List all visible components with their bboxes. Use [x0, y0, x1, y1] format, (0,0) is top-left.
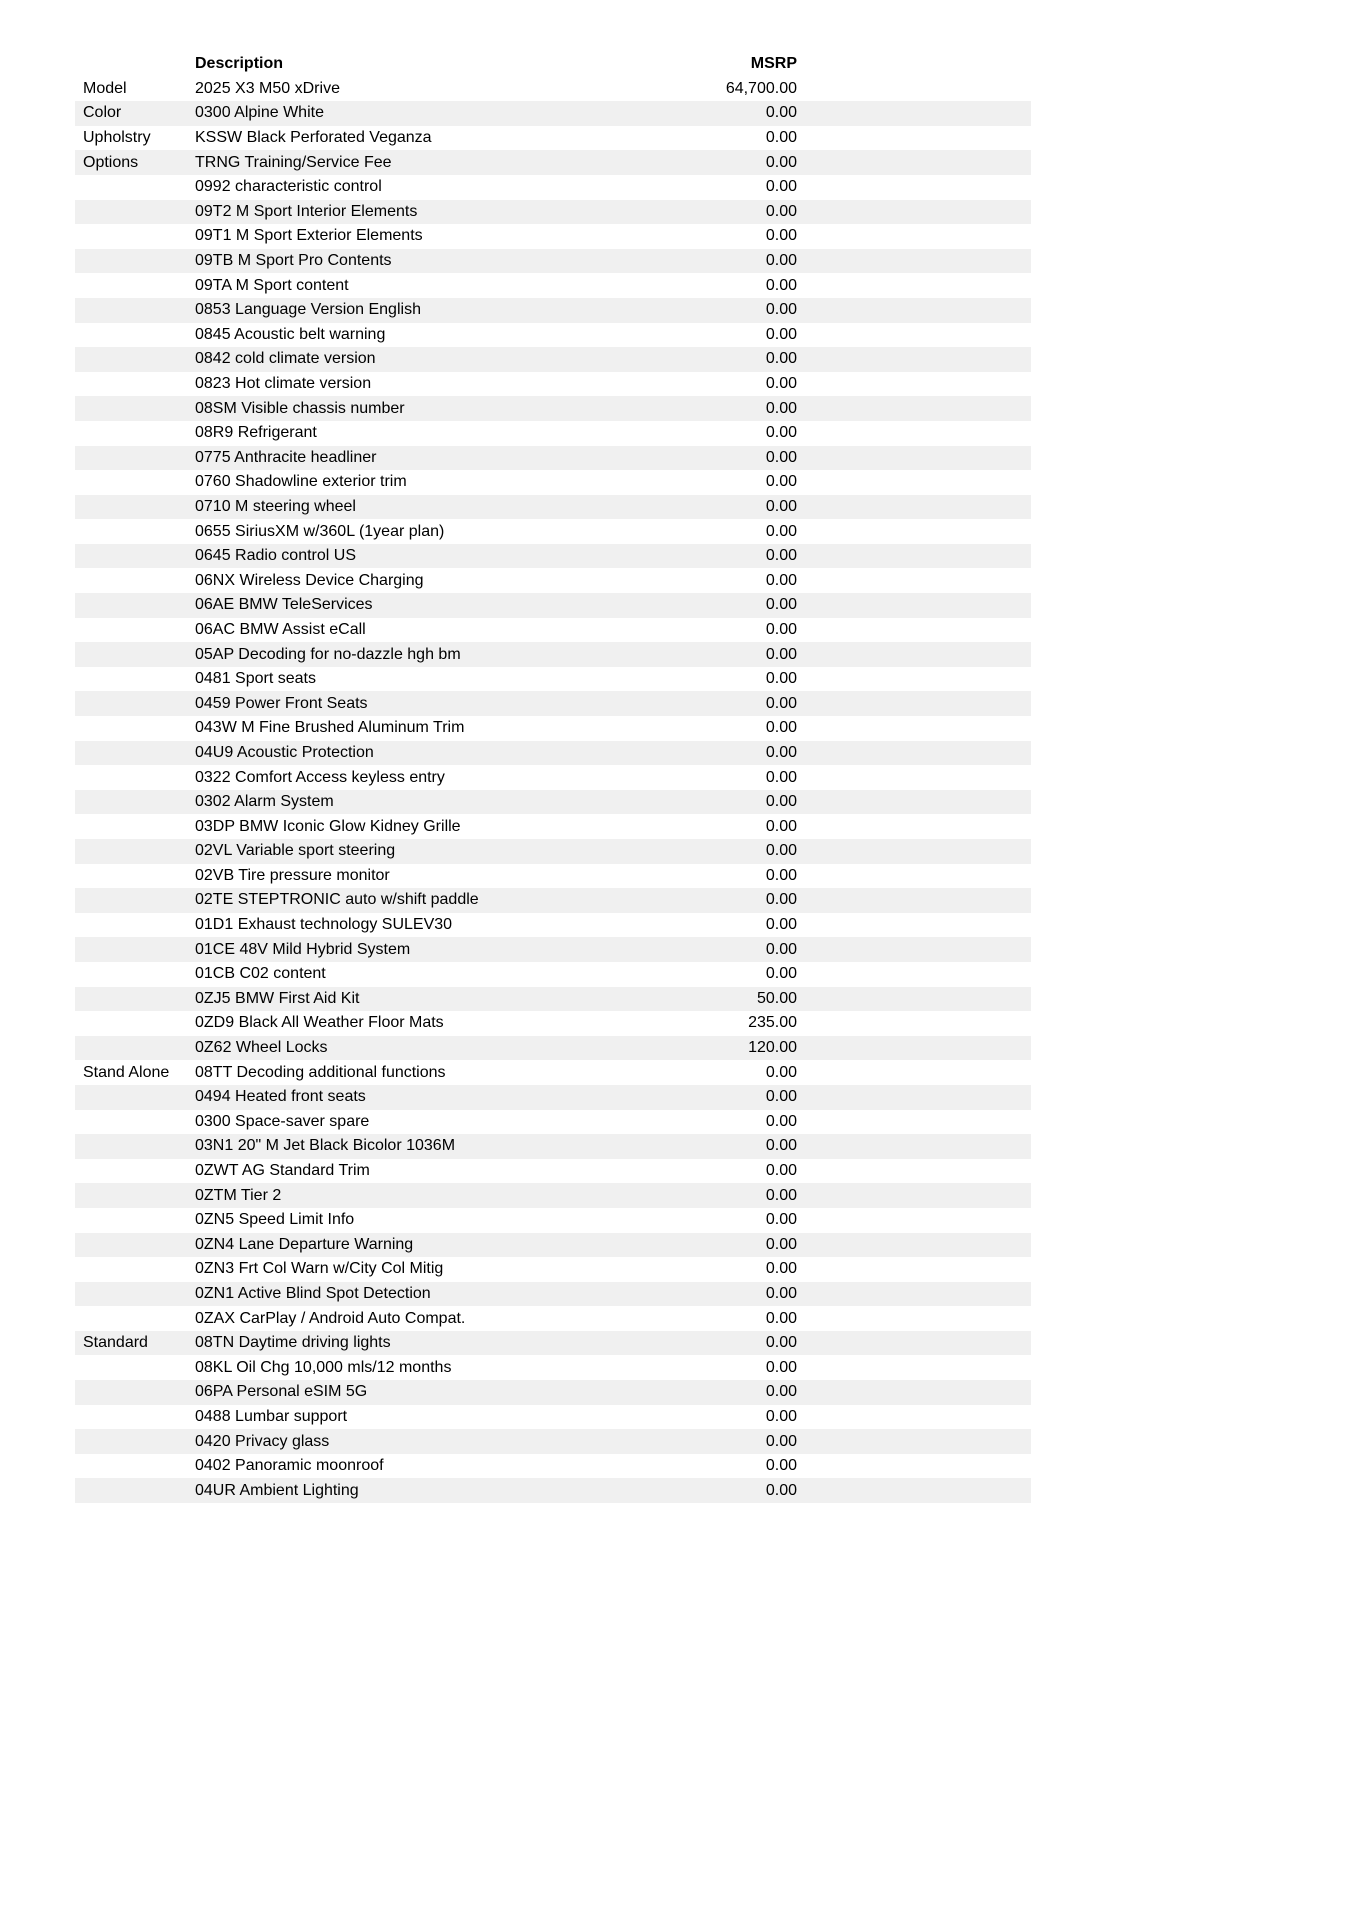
description-cell: 08TT Decoding additional functions [195, 1063, 446, 1081]
table-row [75, 1110, 1031, 1135]
msrp-cell: 0.00 [765, 448, 797, 466]
msrp-cell: 0.00 [765, 1383, 797, 1401]
table-row [75, 864, 1031, 889]
pricing-table [75, 52, 1031, 1503]
description-cell: 0Z62 Wheel Locks [195, 1039, 328, 1057]
msrp-cell: 0.00 [765, 252, 797, 270]
table-row [75, 150, 1031, 175]
table-row [75, 1380, 1031, 1405]
table-row [75, 962, 1031, 987]
table-row [75, 593, 1031, 618]
category-cell: Options [83, 153, 139, 171]
table-row [75, 200, 1031, 225]
description-cell: 0ZN1 Active Blind Spot Detection [195, 1284, 431, 1302]
description-cell: 0302 Alarm System [195, 793, 334, 811]
table-row [75, 224, 1031, 249]
table-row [75, 273, 1031, 298]
msrp-cell: 0.00 [765, 473, 797, 491]
msrp-cell: 0.00 [765, 350, 797, 368]
table-row [75, 790, 1031, 815]
table-row [75, 519, 1031, 544]
msrp-cell: 0.00 [765, 620, 797, 638]
description-cell: 09TA M Sport content [195, 276, 349, 294]
msrp-cell: 0.00 [765, 1358, 797, 1376]
description-cell: 0300 Space-saver spare [195, 1112, 370, 1130]
table-row [75, 1233, 1031, 1258]
description-cell: 0ZN3 Frt Col Warn w/City Col Mitig [195, 1260, 444, 1278]
description-cell: 043W M Fine Brushed Aluminum Trim [195, 719, 465, 737]
table-row [75, 741, 1031, 766]
msrp-cell: 50.00 [756, 989, 797, 1007]
description-cell: 0ZN4 Lane Departure Warning [195, 1235, 414, 1253]
table-row [75, 568, 1031, 593]
msrp-cell: 0.00 [765, 866, 797, 884]
category-cell: Color [83, 104, 122, 122]
description-cell: 0459 Power Front Seats [195, 694, 368, 712]
description-cell: 04UR Ambient Lighting [195, 1481, 359, 1499]
msrp-cell: 120.00 [748, 1039, 797, 1057]
table-row [75, 1454, 1031, 1479]
table-row [75, 1478, 1031, 1503]
msrp-cell: 0.00 [765, 1334, 797, 1352]
msrp-cell: 0.00 [765, 301, 797, 319]
table-row [75, 101, 1031, 126]
msrp-cell: 0.00 [765, 1284, 797, 1302]
msrp-cell: 0.00 [765, 375, 797, 393]
description-cell: 0ZWT AG Standard Trim [195, 1162, 370, 1180]
category-cell: Upholstry [83, 129, 151, 147]
table-row [75, 126, 1031, 151]
table-row [75, 618, 1031, 643]
table-row [75, 1085, 1031, 1110]
table-row [75, 1429, 1031, 1454]
description-cell: 0645 Radio control US [195, 547, 356, 565]
description-cell: 0ZN5 Speed Limit Info [195, 1211, 355, 1229]
msrp-cell: 0.00 [765, 596, 797, 614]
category-cell: Stand Alone [83, 1063, 170, 1081]
table-row [75, 913, 1031, 938]
table-row [75, 421, 1031, 446]
msrp-cell: 0.00 [765, 1211, 797, 1229]
description-cell: 06NX Wireless Device Charging [195, 571, 424, 589]
description-cell: 08KL Oil Chg 10,000 mls/12 months [195, 1358, 452, 1376]
table-row [75, 249, 1031, 274]
msrp-cell: 0.00 [765, 1162, 797, 1180]
msrp-cell: 0.00 [765, 1481, 797, 1499]
msrp-cell: 0.00 [765, 891, 797, 909]
msrp-cell: 0.00 [765, 719, 797, 737]
description-cell: 03N1 20" M Jet Black Bicolor 1036M [195, 1137, 456, 1155]
msrp-cell: 0.00 [765, 768, 797, 786]
msrp-cell: 0.00 [765, 104, 797, 122]
description-cell: 0760 Shadowline exterior trim [195, 473, 407, 491]
description-cell: 0845 Acoustic belt warning [195, 325, 386, 343]
table-row [75, 888, 1031, 913]
description-cell: 0420 Privacy glass [195, 1432, 330, 1450]
description-cell: 0481 Sport seats [195, 670, 316, 688]
description-cell: 0322 Comfort Access keyless entry [195, 768, 445, 786]
msrp-cell: 0.00 [765, 202, 797, 220]
table-header-row [75, 52, 1031, 77]
description-cell: 0300 Alpine White [195, 104, 324, 122]
description-cell: 0853 Language Version English [195, 301, 421, 319]
table-row [75, 1134, 1031, 1159]
description-cell: 06AE BMW TeleServices [195, 596, 373, 614]
table-row [75, 1060, 1031, 1085]
msrp-cell: 0.00 [765, 743, 797, 761]
msrp-cell: 0.00 [765, 178, 797, 196]
table-row [75, 1282, 1031, 1307]
category-cell: Standard [83, 1334, 148, 1352]
description-cell: 08TN Daytime driving lights [195, 1334, 391, 1352]
table-row [75, 77, 1031, 102]
table-row [75, 396, 1031, 421]
msrp-cell: 0.00 [765, 153, 797, 171]
category-cell: Model [83, 79, 127, 97]
description-cell: 0ZJ5 BMW First Aid Kit [195, 989, 360, 1007]
table-row [75, 814, 1031, 839]
table-row [75, 1208, 1031, 1233]
description-cell: 02VB Tire pressure monitor [195, 866, 390, 884]
msrp-cell: 0.00 [765, 965, 797, 983]
msrp-cell: 0.00 [765, 1137, 797, 1155]
msrp-cell: 0.00 [765, 424, 797, 442]
table-row [75, 691, 1031, 716]
table-row [75, 1257, 1031, 1282]
description-cell: 08SM Visible chassis number [195, 399, 405, 417]
msrp-cell: 0.00 [765, 276, 797, 294]
msrp-cell: 0.00 [765, 325, 797, 343]
table-row [75, 1405, 1031, 1430]
description-cell: 0ZTM Tier 2 [195, 1186, 282, 1204]
table-row [75, 937, 1031, 962]
description-cell: 02VL Variable sport steering [195, 842, 396, 860]
msrp-cell: 0.00 [765, 522, 797, 540]
table-row [75, 470, 1031, 495]
msrp-cell: 0.00 [765, 940, 797, 958]
msrp-cell: 64,700.00 [725, 79, 797, 97]
table-row [75, 1331, 1031, 1356]
description-cell: 0ZAX CarPlay / Android Auto Compat. [195, 1309, 466, 1327]
description-cell: 01CE 48V Mild Hybrid System [195, 940, 411, 958]
msrp-cell: 0.00 [765, 1112, 797, 1130]
description-cell: 0488 Lumbar support [195, 1407, 348, 1425]
description-cell: 2025 X3 M50 xDrive [195, 79, 340, 97]
description-cell: 09T2 M Sport Interior Elements [195, 202, 418, 220]
msrp-cell: 0.00 [765, 670, 797, 688]
table-row [75, 1011, 1031, 1036]
msrp-cell: 0.00 [765, 1457, 797, 1475]
description-cell: TRNG Training/Service Fee [195, 153, 392, 171]
description-header: Description [195, 55, 284, 73]
msrp-cell: 0.00 [765, 1088, 797, 1106]
msrp-cell: 0.00 [765, 1432, 797, 1450]
description-cell: KSSW Black Perforated Veganza [195, 129, 432, 147]
description-cell: 0842 cold climate version [195, 350, 376, 368]
msrp-cell: 0.00 [765, 1186, 797, 1204]
table-row [75, 175, 1031, 200]
table-row [75, 667, 1031, 692]
table-row [75, 446, 1031, 471]
description-cell: 0823 Hot climate version [195, 375, 372, 393]
table-row [75, 1183, 1031, 1208]
description-cell: 03DP BMW Iconic Glow Kidney Grille [195, 817, 461, 835]
msrp-cell: 0.00 [765, 399, 797, 417]
msrp-cell: 0.00 [765, 645, 797, 663]
msrp-cell: 0.00 [765, 547, 797, 565]
table-row [75, 323, 1031, 348]
msrp-cell: 0.00 [765, 1407, 797, 1425]
table-row [75, 544, 1031, 569]
description-cell: 06PA Personal eSIM 5G [195, 1383, 368, 1401]
description-cell: 04U9 Acoustic Protection [195, 743, 374, 761]
description-cell: 0402 Panoramic moonroof [195, 1457, 384, 1475]
msrp-header: MSRP [750, 55, 797, 73]
description-cell: 05AP Decoding for no-dazzle hgh bm [195, 645, 461, 663]
msrp-cell: 0.00 [765, 793, 797, 811]
description-cell: 09T1 M Sport Exterior Elements [195, 227, 423, 245]
description-cell: 09TB M Sport Pro Contents [195, 252, 392, 270]
table-row [75, 298, 1031, 323]
msrp-cell: 0.00 [765, 1260, 797, 1278]
table-row [75, 642, 1031, 667]
description-cell: 08R9 Refrigerant [195, 424, 317, 442]
description-cell: 02TE STEPTRONIC auto w/shift paddle [195, 891, 479, 909]
msrp-cell: 0.00 [765, 1235, 797, 1253]
msrp-cell: 0.00 [765, 1063, 797, 1081]
msrp-cell: 0.00 [765, 916, 797, 934]
msrp-cell: 0.00 [765, 497, 797, 515]
table-row [75, 987, 1031, 1012]
description-cell: 0710 M steering wheel [195, 497, 356, 515]
table-row [75, 372, 1031, 397]
description-cell: 0992 characteristic control [195, 178, 382, 196]
msrp-cell: 0.00 [765, 227, 797, 245]
msrp-cell: 0.00 [765, 129, 797, 147]
msrp-cell: 0.00 [765, 571, 797, 589]
table-row [75, 839, 1031, 864]
table-row [75, 1306, 1031, 1331]
table-row [75, 495, 1031, 520]
description-cell: 01D1 Exhaust technology SULEV30 [195, 916, 453, 934]
table-row [75, 1355, 1031, 1380]
description-cell: 0ZD9 Black All Weather Floor Mats [195, 1014, 444, 1032]
msrp-cell: 235.00 [748, 1014, 797, 1032]
description-cell: 0775 Anthracite headliner [195, 448, 377, 466]
description-cell: 0655 SiriusXM w/360L (1year plan) [195, 522, 445, 540]
table-row [75, 347, 1031, 372]
msrp-cell: 0.00 [765, 842, 797, 860]
description-cell: 06AC BMW Assist eCall [195, 620, 366, 638]
table-row [75, 1036, 1031, 1061]
description-cell: 0494 Heated front seats [195, 1088, 366, 1106]
msrp-cell: 0.00 [765, 817, 797, 835]
table-row [75, 716, 1031, 741]
msrp-cell: 0.00 [765, 1309, 797, 1327]
table-row [75, 765, 1031, 790]
msrp-cell: 0.00 [765, 694, 797, 712]
table-row [75, 1159, 1031, 1184]
description-cell: 01CB C02 content [195, 965, 326, 983]
